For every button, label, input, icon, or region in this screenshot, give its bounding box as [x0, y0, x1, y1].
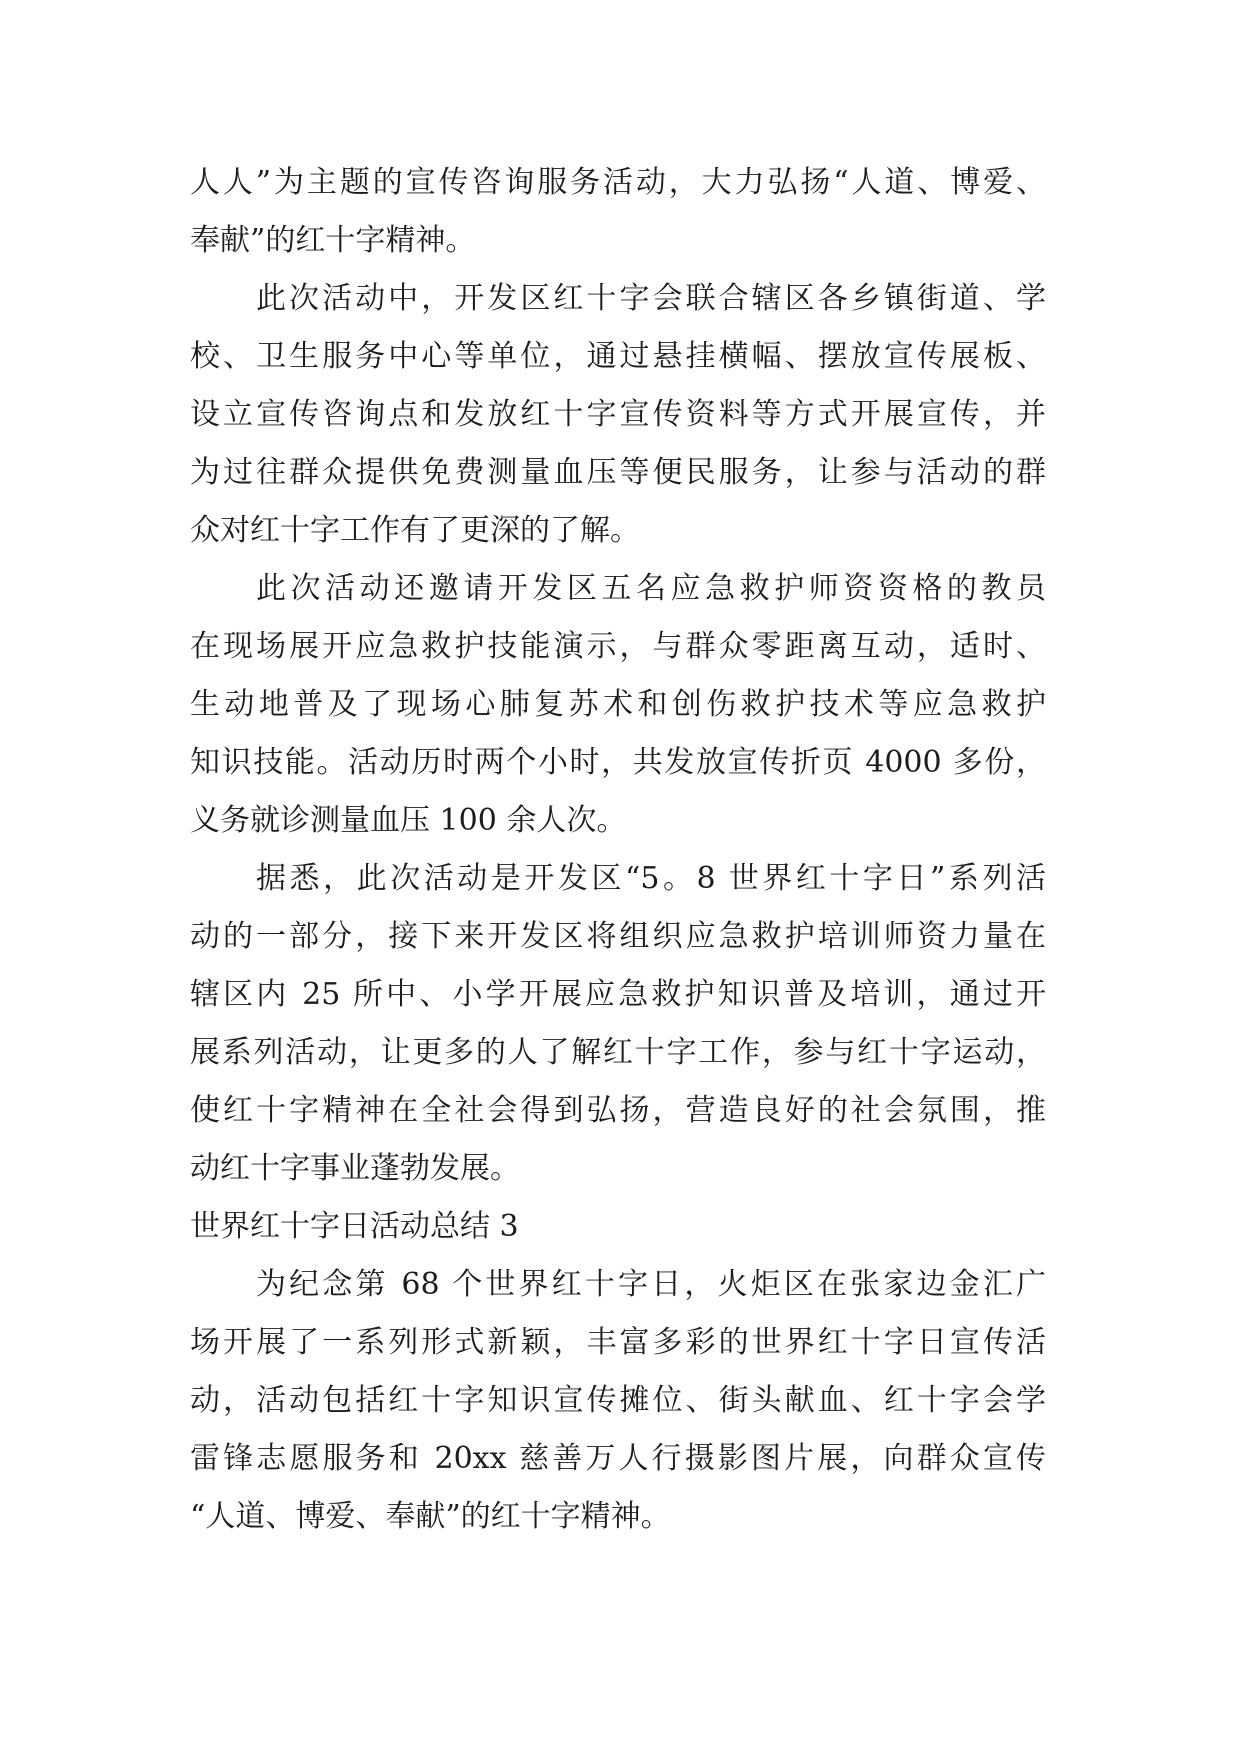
text-line: 众对红十字工作有了更深的了解。 — [190, 513, 640, 548]
text-line: 知识技能。活动历时两个小时，共发放宣传折页 4000 多份， — [190, 745, 1046, 780]
text-line: 在现场展开应急救护技能演示，与群众零距离互动，适时、 — [190, 629, 1046, 664]
paragraph — [190, 560, 1046, 850]
section-heading — [190, 1198, 1046, 1256]
text-line: 人人”为主题的宣传咨询服务活动，大力弘扬“人道、博爱、 — [190, 165, 1046, 200]
text-line: 雷锋志愿服务和 20xx 慈善万人行摄影图片展，向群众宣传 — [190, 1441, 1046, 1476]
paragraph — [190, 1256, 1046, 1546]
paragraph — [190, 850, 1046, 1198]
text-line: 使红十字精神在全社会得到弘扬，营造良好的社会氛围，推 — [190, 1093, 1046, 1128]
text-line: 据悉，此次活动是开发区“5。8 世界红十字日”系列活 — [256, 861, 1046, 896]
text-line: 此次活动还邀请开发区五名应急救护师资资格的教员 — [256, 571, 1046, 606]
text-line: 动的一部分，接下来开发区将组织应急救护培训师资力量在 — [190, 919, 1046, 954]
text-line: 场开展了一系列形式新颖，丰富多彩的世界红十字日宣传活 — [190, 1325, 1046, 1360]
text-line: 动，活动包括红十字知识宣传摊位、街头献血、红十字会学 — [190, 1383, 1046, 1418]
text-line: 辖区内 25 所中、小学开展应急救护知识普及培训，通过开 — [190, 977, 1046, 1012]
paragraph — [190, 270, 1046, 560]
text-line: 展系列活动，让更多的人了解红十字工作，参与红十字运动， — [190, 1035, 1046, 1070]
text-line: 奉献”的红十字精神。 — [190, 223, 476, 258]
text-line: 动红十字事业蓬勃发展。 — [190, 1151, 520, 1186]
text-line: 义务就诊测量血压 100 余人次。 — [190, 803, 627, 838]
text-line: 设立宣传咨询点和发放红十字宣传资料等方式开展宣传，并 — [190, 397, 1046, 432]
text-line: 此次活动中，开发区红十字会联合辖区各乡镇街道、学 — [256, 281, 1046, 316]
text-line: 校、卫生服务中心等单位，通过悬挂横幅、摆放宣传展板、 — [190, 339, 1046, 374]
text-line: 生动地普及了现场心肺复苏术和创伤救护技术等应急救护 — [190, 687, 1046, 722]
document-body — [190, 154, 1046, 1546]
section-heading-text: 世界红十字日活动总结 3 — [190, 1209, 519, 1244]
text-line: 为过往群众提供免费测量血压等便民服务，让参与活动的群 — [190, 455, 1046, 490]
paragraph — [190, 154, 1046, 270]
text-line: 为纪念第 68 个世界红十字日，火炬区在张家边金汇广 — [256, 1267, 1046, 1302]
text-line: “人道、博爱、奉献”的红十字精神。 — [190, 1499, 671, 1534]
